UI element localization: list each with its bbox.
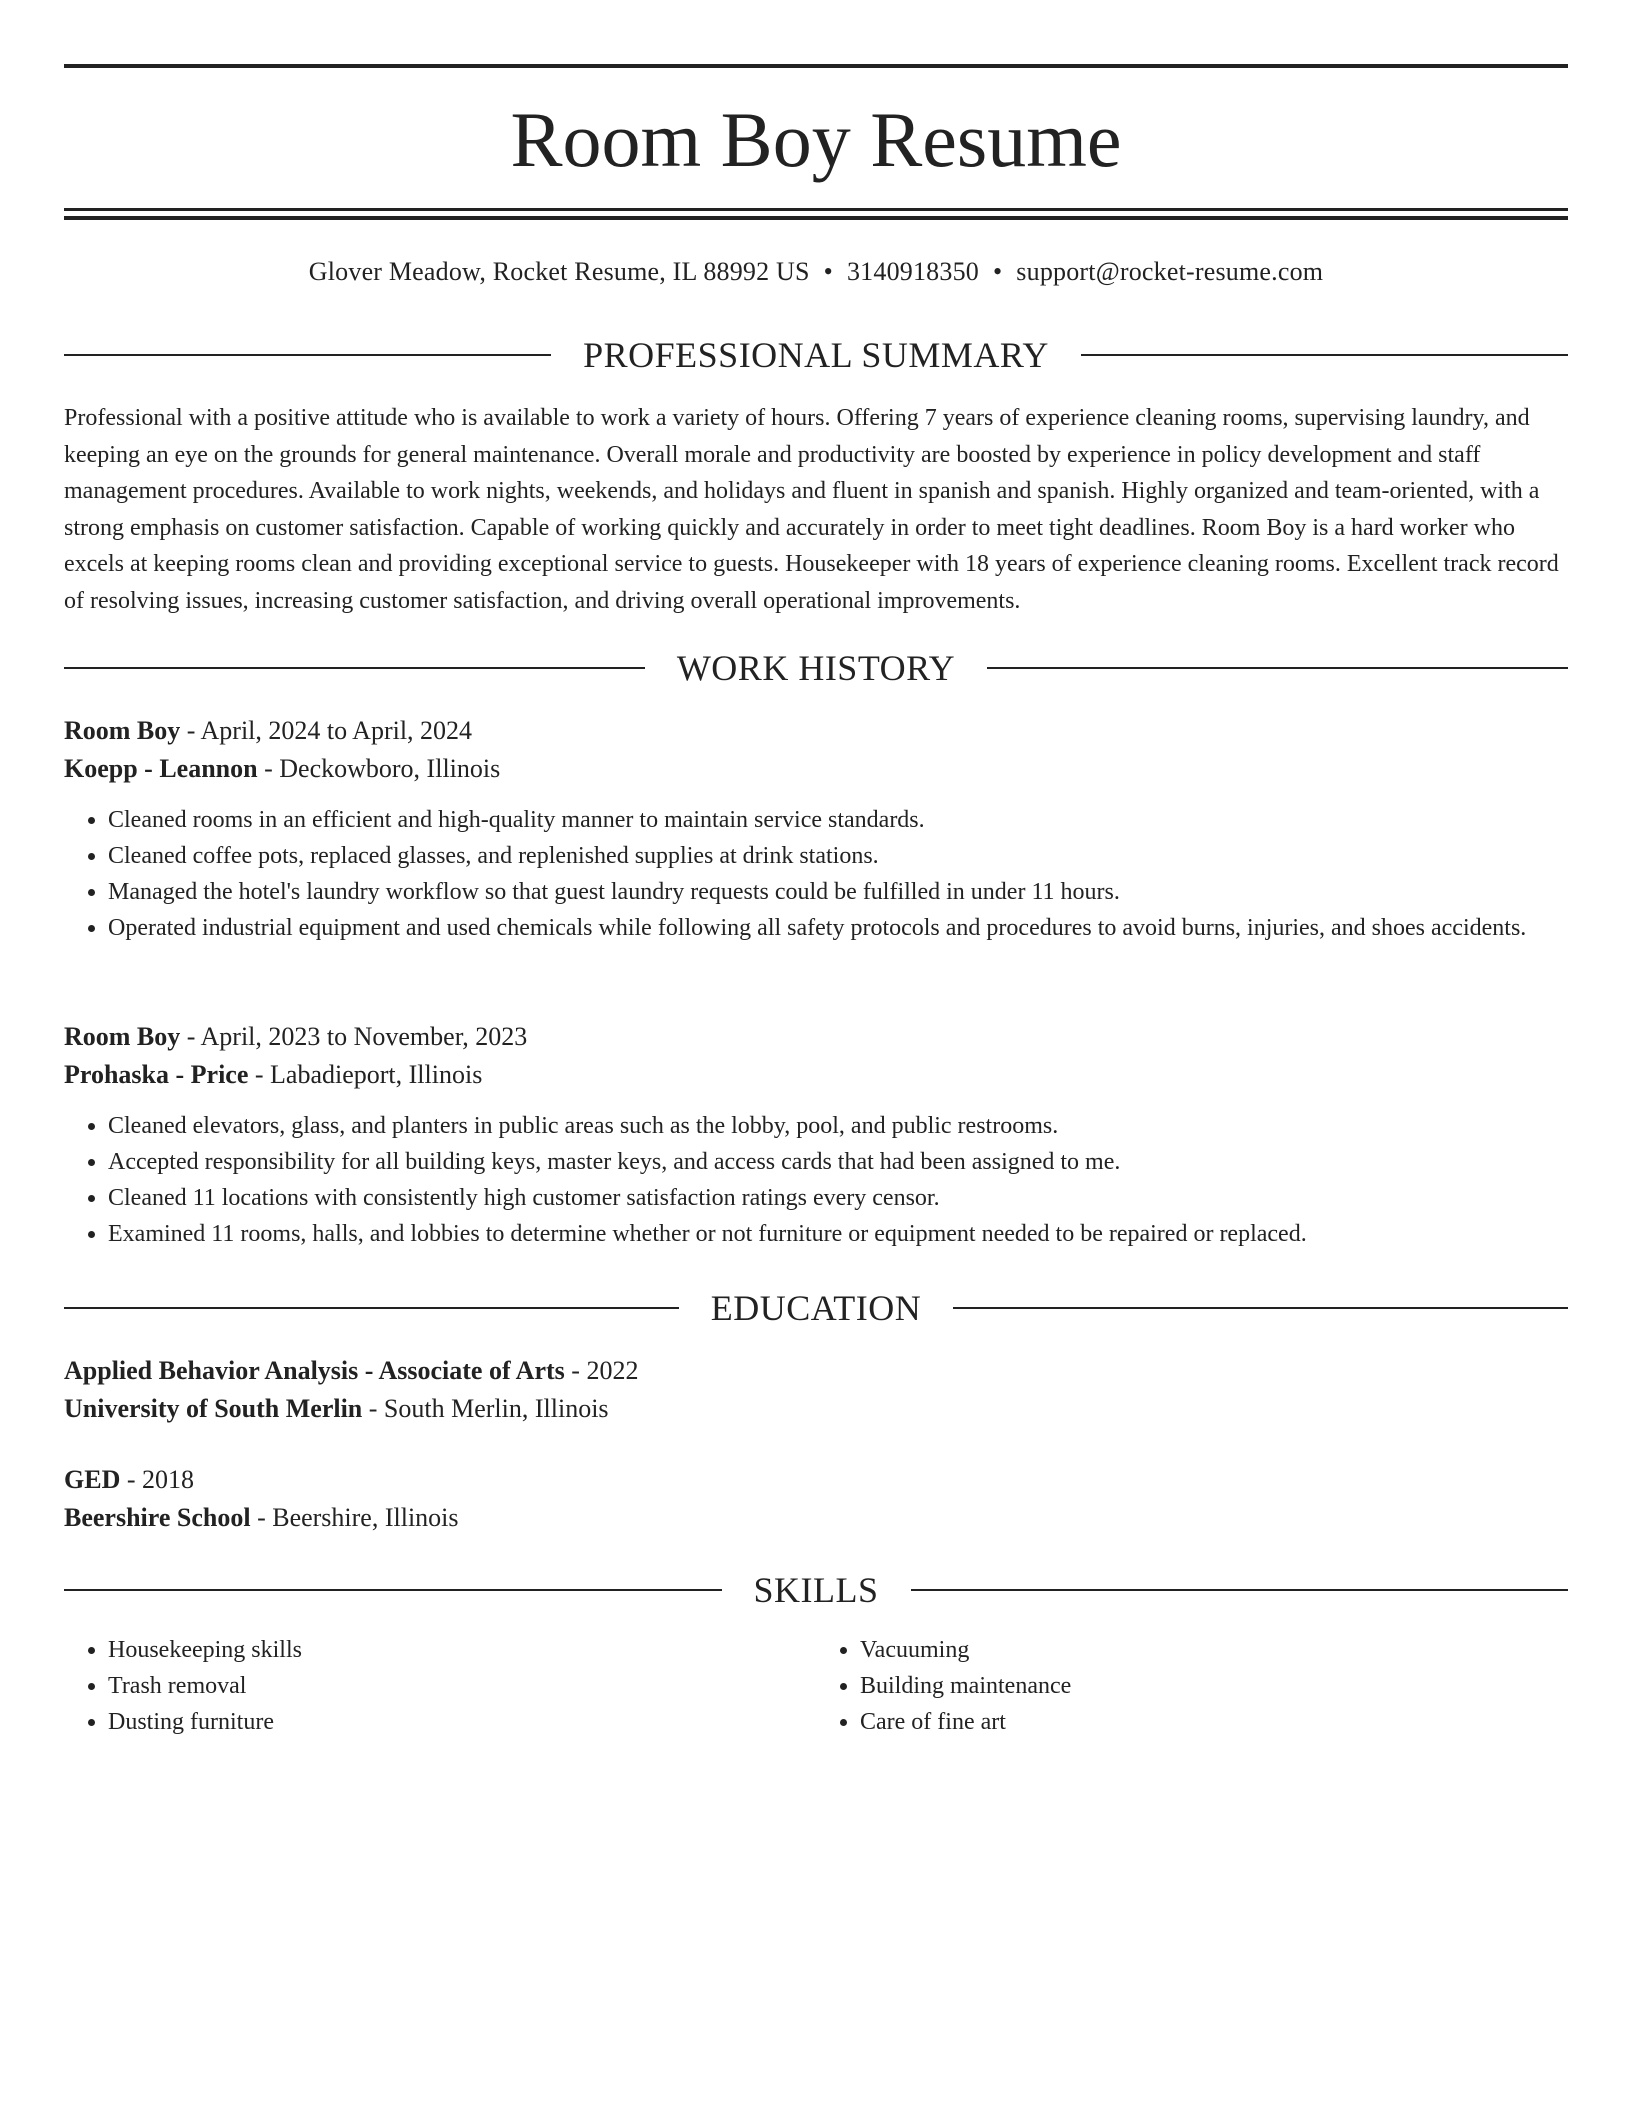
section-heading-skills bbox=[64, 1565, 1568, 1615]
degree-name: Applied Behavior Analysis - Associate of Arts bbox=[64, 1356, 565, 1385]
job-company-row bbox=[64, 750, 1568, 788]
degree-row bbox=[64, 1461, 1568, 1499]
list-item: • Dusting furniture bbox=[108, 1704, 816, 1740]
school-row bbox=[64, 1390, 1568, 1428]
degree-row bbox=[64, 1352, 1568, 1390]
list-item: • Cleaned elevators, glass, and planters in public areas such as the lobby, pool, and public restrooms. bbox=[108, 1108, 1568, 1144]
list-item: • Building maintenance bbox=[860, 1668, 1568, 1704]
heading-rule-left bbox=[64, 667, 645, 669]
job-duties-list bbox=[64, 1108, 1568, 1252]
heading-rule-left bbox=[64, 354, 551, 356]
section-heading-summary bbox=[64, 330, 1568, 380]
title-double-rule bbox=[64, 208, 1568, 220]
section-heading-work-history bbox=[64, 643, 1568, 693]
list-item: • Managed the hotel's laundry workflow so that guest laundry requests could be fulfilled in under 11 hours. bbox=[108, 874, 1568, 910]
section-heading-education bbox=[64, 1283, 1568, 1333]
resume-title: Room Boy Resume bbox=[510, 96, 1122, 183]
job-title: Room Boy bbox=[64, 1022, 181, 1051]
list-item: • Cleaned rooms in an efficient and high-quality manner to maintain service standards. bbox=[108, 802, 1568, 838]
summary-paragraph: Professional with a positive attitude who is available to work a variety of hours. Offering 7 years of experience cleaning rooms, supervising laundry, and keeping an eye on the grounds for general maintenance. Overall morale and productivity are boosted by experience in policy development and staff management procedures. Available to work nights, weekends, and holidays and fluent in spanish and spanish. Highly organized and team-oriented, with a strong emphasis on customer satisfaction. Capable of working quickly and accurately in order to meet tight deadlines. Room Boy is a hard worker who excels at keeping rooms clean and providing exceptional service to guests. Housekeeper with 18 years of experience cleaning rooms. Excellent track record of resolving issues, increasing customer satisfaction, and driving overall operational improvements. bbox=[64, 405, 1559, 614]
list-item: • Trash removal bbox=[108, 1668, 816, 1704]
list-item: • Vacuuming bbox=[860, 1632, 1568, 1668]
skills-list-right bbox=[816, 1632, 1568, 1740]
job-dates: - April, 2023 to November, 2023 bbox=[180, 1022, 528, 1051]
list-item: • Housekeeping skills bbox=[108, 1632, 816, 1668]
list-item: • Cleaned coffee pots, replaced glasses, and replenished supplies at drink stations. bbox=[108, 838, 1568, 874]
skills-list-left bbox=[64, 1632, 816, 1740]
degree-year: - 2018 bbox=[120, 1465, 195, 1494]
job-location: - Labadieport, Illinois bbox=[248, 1060, 483, 1089]
contact-address: Glover Meadow, Rocket Resume, IL 88992 US bbox=[308, 257, 810, 286]
job-entry bbox=[64, 712, 1568, 946]
list-item: • Cleaned 11 locations with consistently high customer satisfaction ratings every censor. bbox=[108, 1180, 1568, 1216]
degree-name: GED bbox=[64, 1465, 121, 1494]
job-company-row bbox=[64, 1056, 1568, 1094]
heading-rule-right bbox=[987, 667, 1568, 669]
job-company: Koepp - Leannon bbox=[64, 754, 258, 783]
list-item: • Care of fine art bbox=[860, 1704, 1568, 1740]
contact-line bbox=[64, 252, 1568, 292]
heading-rule-left bbox=[64, 1307, 679, 1309]
school-row bbox=[64, 1499, 1568, 1537]
contact-phone: 3140918350 bbox=[846, 257, 979, 286]
school-name: University of South Merlin bbox=[64, 1394, 363, 1423]
job-dates: - April, 2024 to April, 2024 bbox=[180, 716, 473, 745]
job-title: Room Boy bbox=[64, 716, 181, 745]
list-item: • Operated industrial equipment and used chemicals while following all safety protocols and procedures to avoid burns, injuries, and shoes accidents. bbox=[108, 910, 1568, 946]
school-location: - South Merlin, Illinois bbox=[362, 1394, 609, 1423]
heading-rule-left bbox=[64, 1589, 722, 1591]
section-title: WORK HISTORY bbox=[676, 648, 956, 688]
contact-separator: • bbox=[992, 257, 1003, 286]
school-location: - Beershire, Illinois bbox=[250, 1503, 459, 1532]
heading-rule-right bbox=[1081, 354, 1568, 356]
education-entry bbox=[64, 1352, 1568, 1428]
heading-rule-right bbox=[911, 1589, 1569, 1591]
job-entry bbox=[64, 1018, 1568, 1252]
job-title-row bbox=[64, 712, 1568, 750]
heading-rule-right bbox=[953, 1307, 1568, 1309]
section-title: EDUCATION bbox=[710, 1288, 922, 1328]
job-location: - Deckowboro, Illinois bbox=[257, 754, 501, 783]
section-title: SKILLS bbox=[753, 1570, 879, 1610]
job-duties-list bbox=[64, 802, 1568, 946]
section-title: PROFESSIONAL SUMMARY bbox=[583, 335, 1049, 375]
list-item: • Accepted responsibility for all building keys, master keys, and access cards that had been assigned to me. bbox=[108, 1144, 1568, 1180]
job-title-row bbox=[64, 1018, 1568, 1056]
education-entry bbox=[64, 1461, 1568, 1537]
contact-email: support@rocket-resume.com bbox=[1016, 257, 1324, 286]
top-rule bbox=[64, 64, 1568, 68]
school-name: Beershire School bbox=[64, 1503, 251, 1532]
contact-separator: • bbox=[823, 257, 833, 286]
skills-columns bbox=[64, 1632, 1568, 1740]
list-item: • Examined 11 rooms, halls, and lobbies to determine whether or not furniture or equipment needed to be repaired or replaced. bbox=[108, 1216, 1568, 1252]
degree-year: - 2022 bbox=[564, 1356, 639, 1385]
job-company: Prohaska - Price bbox=[64, 1060, 249, 1089]
